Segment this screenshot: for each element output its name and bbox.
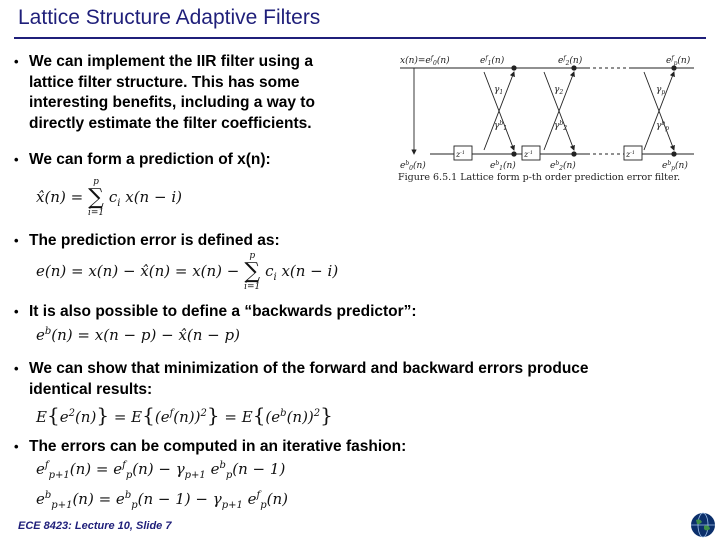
backward-error-label: e — [662, 161, 668, 171]
slide-footer: ECE 8423: Lecture 10, Slide 7 — [18, 520, 172, 532]
svg-text:ef1(n): $e^f_1(n)$ — [480, 55, 505, 67]
equation-forward-recursion: $e^f_{p+1}(n) = e^f_p(n) - \gamma_{p+1}$ $e^b_p(n - 1)$ — [36, 460, 286, 481]
bullet-line: identical results: — [29, 380, 153, 398]
figure-caption: Figure 6.5.1 Lattice form p-th order prediction error filter. — [398, 172, 681, 183]
delay-label: z — [626, 150, 631, 159]
lattice-filter-diagram — [394, 50, 710, 190]
bullet-lattice-intro — [14, 52, 384, 134]
bullet-iterative — [14, 437, 406, 458]
bullet-prediction-error — [14, 231, 280, 252]
backward-error-label: e — [400, 161, 406, 171]
bullet-dot: • — [14, 304, 19, 319]
svg-text:γb1: $\gamma^b_1$ — [494, 120, 508, 132]
equation-backward-error: $e^b(n) = x(n - p)$ − x̂(n − p) — [36, 326, 240, 344]
delay-exponent: -1 — [460, 150, 466, 156]
bullet-dot: • — [14, 233, 19, 248]
sum-node — [512, 66, 516, 70]
bullet-line: The prediction error is defined as: — [29, 232, 280, 249]
svg-text:eb1(n): $e^b_1(n)$ — [490, 160, 516, 172]
bullet-line: The errors can be computed in an iterative fashion: — [29, 438, 407, 455]
svg-text:x(n)=ef0(n): $x(n)=e^f_0(n)$ — [400, 55, 450, 67]
bullet-dot: • — [14, 361, 19, 376]
bullet-minimization — [14, 359, 704, 400]
bullet-prediction — [14, 150, 271, 171]
page-title: Lattice Structure Adaptive Filters — [18, 6, 321, 29]
delay-label: z — [456, 150, 461, 159]
sum-node — [572, 152, 576, 156]
svg-text:efp(n): $e^f_p(n)$ — [666, 55, 691, 67]
equation-prediction-error: e(n) = x(n) − x̂(n) = x(n) − p ∑ i=1 $c_i$ x(n − i) — [36, 251, 339, 292]
svg-text:γp: $\gamma_p$ — [656, 85, 666, 96]
forward-error-label: e — [558, 56, 564, 66]
svg-text:γbp: $\gamma^b_p$ — [656, 120, 670, 132]
sum-node — [672, 152, 676, 156]
bullet-dot: • — [14, 439, 19, 454]
svg-text:eb2(n): $e^b_2(n)$ — [550, 160, 576, 172]
delay-exponent: -1 — [528, 150, 534, 156]
bullet-line: directly estimate the filter coefficients. — [29, 114, 312, 132]
bullet-backwards-predictor — [14, 302, 417, 323]
gamma-label: γ — [656, 121, 662, 131]
bullet-dot: • — [14, 152, 19, 167]
backward-error-label: e — [490, 161, 496, 171]
sum-node — [512, 152, 516, 156]
equation-prediction: x̂(n) = p ∑ i=1 $c_i$ x(n − i) — [36, 177, 182, 218]
equation-backward-recursion: $e^b_{p+1}(n) = e^b_p(n - 1) - \gamma_{p+1}$ $e^f_p(n)$ — [36, 490, 289, 511]
globe-logo-icon — [690, 512, 716, 538]
gamma-label: γ — [554, 85, 560, 95]
bullet-line: We can form a prediction of x(n): — [29, 151, 271, 168]
sum-node — [572, 66, 576, 70]
bullet-dot: • — [14, 54, 19, 69]
backward-error-label: e — [550, 161, 556, 171]
bullet-line: interesting benefits, including a way to — [29, 94, 315, 111]
equation-error-equivalence: $E\{e^2(n)\} = E\{(e^f(n))^2\} = E\{(e^b(n))^2\}$ — [36, 403, 333, 427]
forward-error-label: e — [666, 56, 672, 66]
svg-text:γ2: $\gamma_2$ — [554, 85, 564, 96]
bullet-line: We can show that minimization of the forward and backward errors produce — [29, 360, 589, 377]
svg-text:γ1: $\gamma_1$ — [494, 85, 504, 96]
bullet-line: It is also possible to define a “backwards predictor”: — [29, 303, 417, 320]
svg-text:eb0(n): $e^b_0(n)$ — [400, 160, 426, 172]
svg-text:γb2: $\gamma^b_2$ — [554, 120, 568, 132]
bullet-line: lattice filter structure. This has some — [29, 73, 300, 91]
gamma-label: γ — [554, 121, 560, 131]
gamma-label: γ — [656, 85, 662, 95]
title-divider — [14, 37, 706, 39]
gamma-label: γ — [494, 121, 500, 131]
delay-label: z — [524, 150, 529, 159]
forward-error-label: e — [480, 56, 486, 66]
delay-exponent: -1 — [630, 150, 636, 156]
svg-text:ebp(n): $e^b_p(n)$ — [662, 160, 688, 172]
bullet-line: We can implement the IIR filter using a — [29, 53, 313, 70]
gamma-label: γ — [494, 85, 500, 95]
svg-text:ef2(n): $e^f_2(n)$ — [558, 55, 583, 67]
input-label: x(n)=e — [400, 56, 431, 66]
